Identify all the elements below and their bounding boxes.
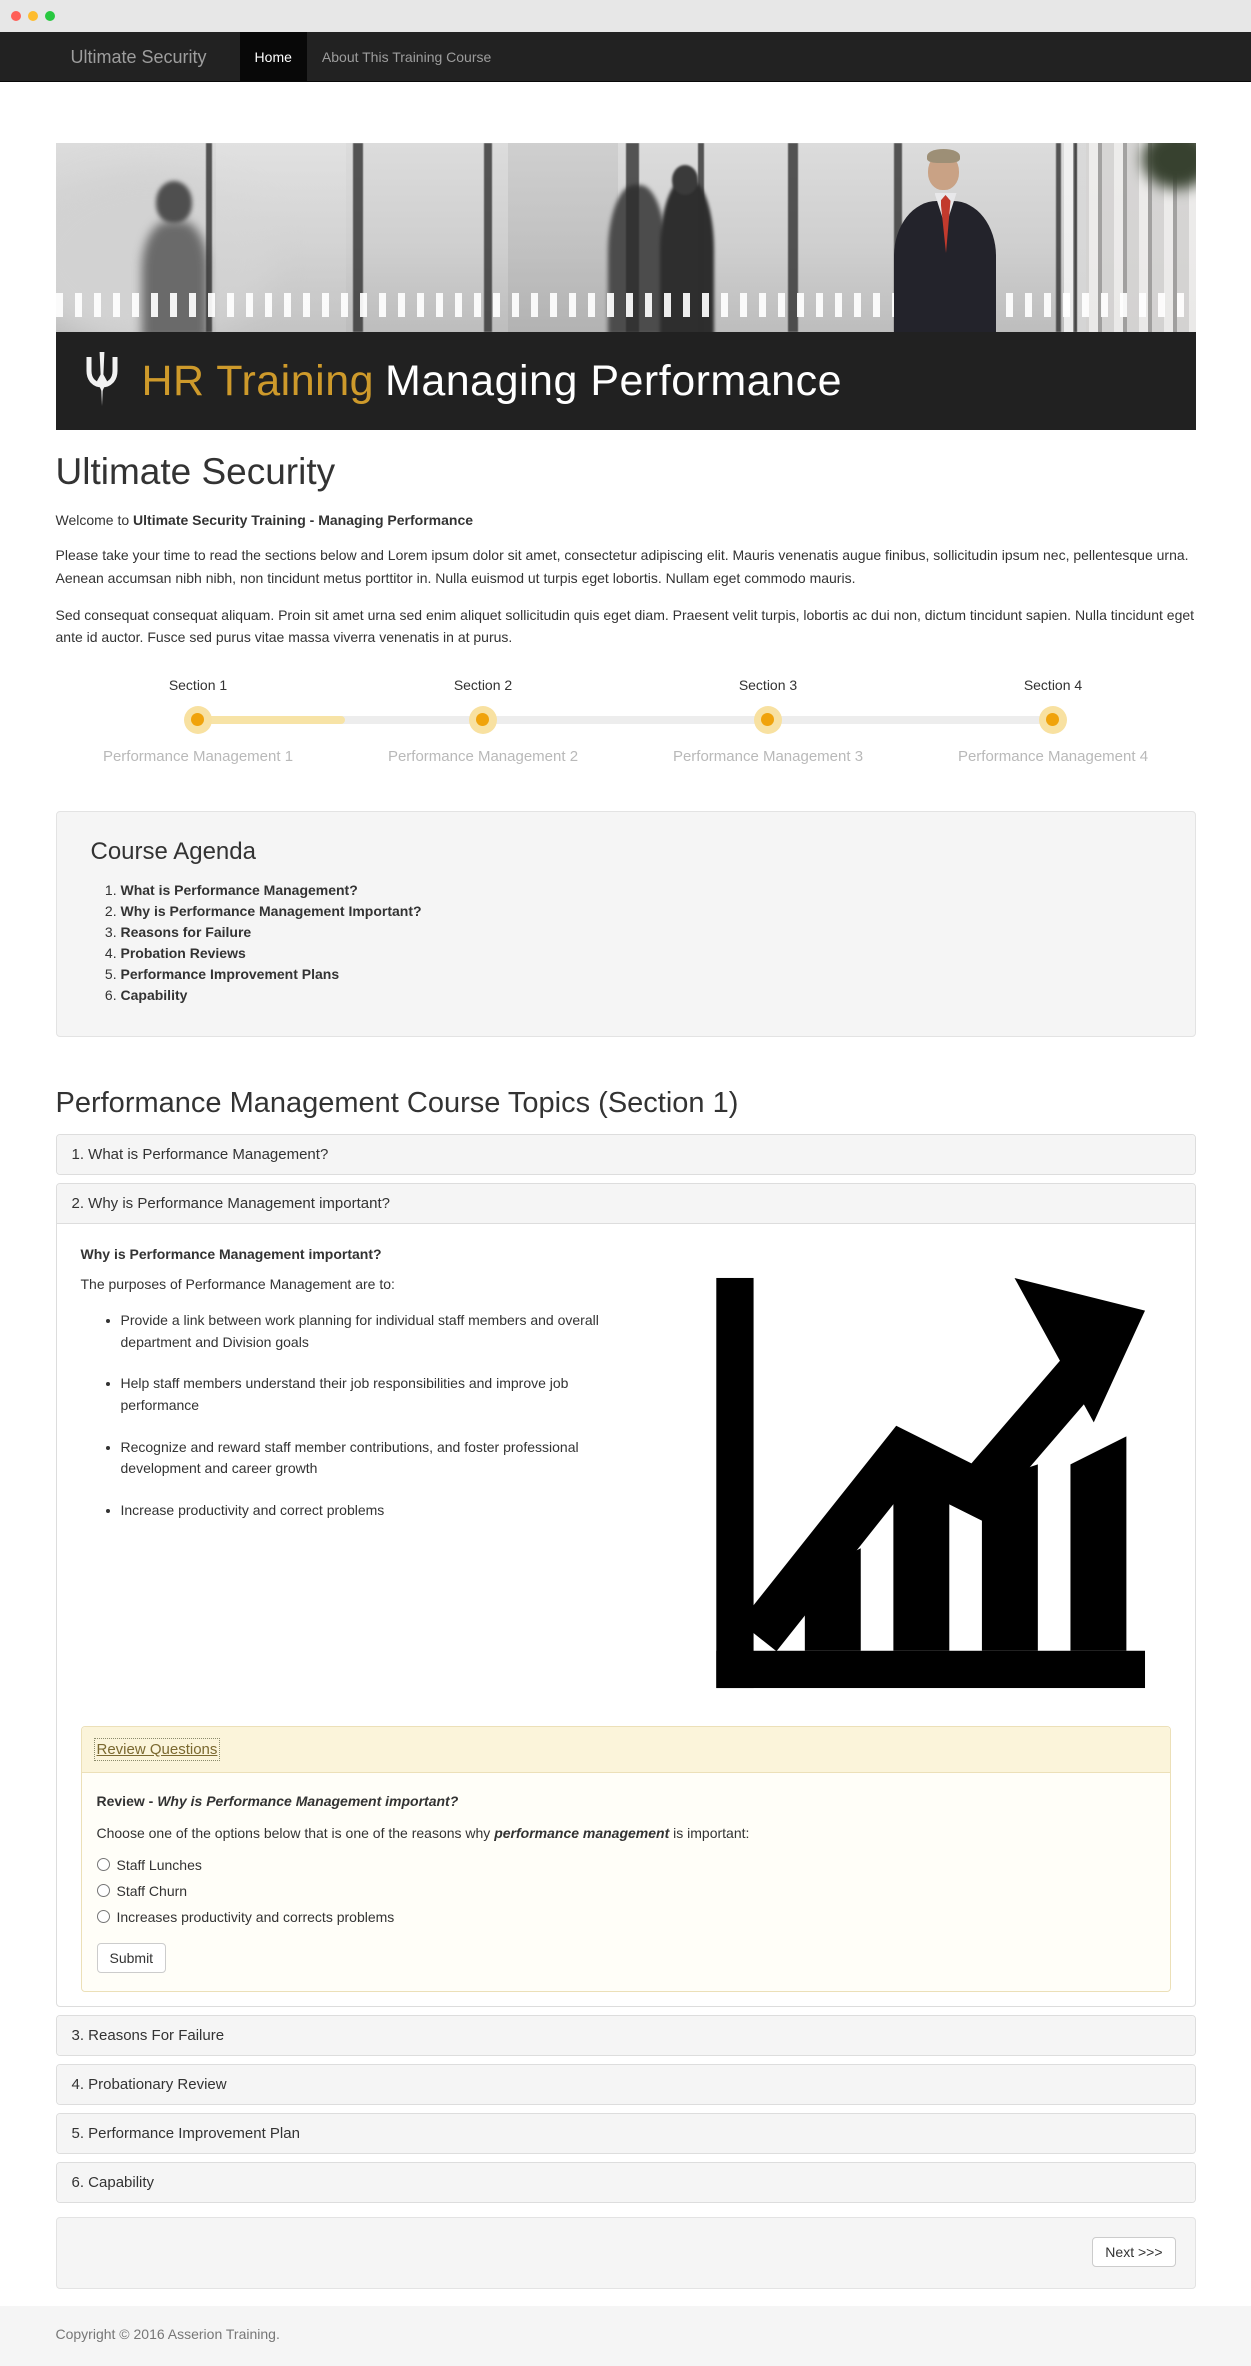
nav-item-about[interactable]: About This Training Course bbox=[321, 49, 492, 65]
review-option-2[interactable]: Staff Churn bbox=[97, 1883, 1155, 1899]
step-section-2: Section 2 bbox=[453, 676, 513, 693]
section-progress bbox=[56, 677, 1196, 765]
step-label-3: Performance Management 3 bbox=[672, 747, 864, 765]
progress-fill bbox=[198, 716, 345, 724]
topics-heading: Performance Management Course Topics (Section 1) bbox=[55, 1086, 739, 1119]
review-radio-1[interactable] bbox=[97, 1858, 110, 1871]
accordion-header-5[interactable]: 5. Performance Improvement Plan bbox=[57, 2114, 1195, 2153]
accordion-header-4[interactable]: 4. Probationary Review bbox=[57, 2065, 1195, 2104]
bar-chart-rising-arrow-icon bbox=[681, 1242, 1171, 1716]
review-questions-header bbox=[82, 1727, 1170, 1773]
course-agenda-panel bbox=[56, 811, 1196, 1037]
intro-paragraph-2: Sed consequat consequat aliquam. Proin sit amet urna sed enim aliquet sollicitudin quis eget diam. Praesent velit turpis, lobortis ac dui non, dictum tincidunt sapien. Nulla tincidunt eget ante id auctor. Fusce sed purus vitae massa viverra venenatis in at purus. bbox=[55, 606, 1195, 646]
agenda-item: 3. Reasons for Failure bbox=[121, 922, 1175, 943]
review-option-1[interactable]: Staff Lunches bbox=[97, 1857, 1155, 1873]
agenda-item: 5. Performance Improvement Plans bbox=[121, 964, 1175, 985]
step-label-1: Performance Management 1 bbox=[102, 747, 294, 765]
accordion-panel-4 bbox=[56, 2064, 1196, 2105]
accordion-header-3[interactable]: 3. Reasons For Failure bbox=[57, 2016, 1195, 2055]
accordion-header-6[interactable]: 6. Capability bbox=[57, 2163, 1195, 2202]
agenda-item: 6. Capability bbox=[121, 985, 1175, 1006]
step-label-2: Performance Management 2 bbox=[387, 747, 579, 765]
window-zoom-button[interactable] bbox=[45, 11, 55, 21]
review-radio-2[interactable] bbox=[97, 1884, 110, 1897]
next-button[interactable]: Next >>> bbox=[1092, 2237, 1175, 2267]
welcome-course-name: Ultimate Security Training - Managing Performance bbox=[133, 512, 474, 528]
trident-icon bbox=[84, 350, 120, 413]
agenda-item: 1. What is Performance Management? bbox=[121, 880, 1175, 901]
lesson-bullet: • Increase productivity and correct problems bbox=[121, 1500, 641, 1522]
agenda-item: 4. Probation Reviews bbox=[121, 943, 1175, 964]
lesson-title: Why is Performance Management important? bbox=[80, 1245, 382, 1262]
step-section-3: Section 3 bbox=[738, 676, 798, 693]
review-radio-3[interactable] bbox=[97, 1910, 110, 1923]
lesson-intro: The purposes of Performance Management are to: bbox=[80, 1275, 395, 1292]
lesson-bullet: • Help staff members understand their job responsibilities and improve job performance bbox=[121, 1373, 641, 1416]
accordion-panel-5 bbox=[56, 2113, 1196, 2154]
accordion-panel-3 bbox=[56, 2015, 1196, 2056]
course-banner bbox=[56, 332, 1196, 430]
hero-section bbox=[56, 143, 1196, 430]
window-titlebar bbox=[0, 0, 1251, 32]
accordion-panel-1 bbox=[56, 1134, 1196, 1175]
accordion-panel-6 bbox=[56, 2162, 1196, 2203]
review-questions-body bbox=[82, 1773, 1170, 1991]
top-navbar bbox=[0, 32, 1251, 82]
welcome-line: Welcome to Ultimate Security Training - Managing Performance bbox=[55, 512, 474, 528]
step-section-4: Section 4 bbox=[1023, 676, 1083, 693]
page-title: Ultimate Security bbox=[55, 451, 336, 492]
lesson-bullet: • Recognize and reward staff member contributions, and foster professional development and career growth bbox=[121, 1437, 641, 1480]
step-dot-4[interactable] bbox=[1039, 706, 1067, 734]
review-questions-link[interactable]: Review Questions bbox=[96, 1740, 218, 1758]
accordion-panel-2 bbox=[56, 1183, 1196, 2007]
step-dot-1[interactable] bbox=[184, 706, 212, 734]
topics-accordion bbox=[56, 1134, 1196, 2203]
window-close-button[interactable] bbox=[11, 11, 21, 21]
step-dot-3[interactable] bbox=[754, 706, 782, 734]
banner-title bbox=[142, 357, 843, 406]
step-dot-2[interactable] bbox=[469, 706, 497, 734]
window-minimize-button[interactable] bbox=[28, 11, 38, 21]
review-instructions: Choose one of the options below that is one of the reasons why performance management is important: bbox=[96, 1824, 750, 1841]
review-questions-panel bbox=[81, 1726, 1171, 1992]
review-option-3[interactable]: Increases productivity and corrects problems bbox=[97, 1909, 1155, 1925]
submit-button[interactable]: Submit bbox=[97, 1943, 167, 1973]
intro-paragraph-1: Please take your time to read the sections below and Lorem ipsum dolor sit amet, consectetur adipiscing elit. Mauris venenatis augue finibus, sollicitudin ipsum nec, pellentesque urna. Aenean accumsan nibh nibh, non tincidunt metus porttitor in. Nulla euismod ut turpis eget lobortis. Nullam eget commodo mauris. bbox=[55, 547, 1189, 586]
lesson-bullet: • Provide a link between work planning for individual staff members and overall department and Division goals bbox=[121, 1310, 641, 1353]
copyright-text: Copyright © 2016 Asserion Training. bbox=[55, 2325, 280, 2342]
navbar-brand[interactable]: Ultimate Security bbox=[70, 47, 207, 67]
accordion-header-1[interactable]: 1. What is Performance Management? bbox=[57, 1135, 1195, 1174]
banner-title-rest: Managing Performance bbox=[385, 356, 842, 405]
accordion-body-2 bbox=[57, 1224, 1195, 2006]
hero-photo bbox=[56, 143, 1196, 332]
pager-well bbox=[56, 2217, 1196, 2289]
agenda-item: 2. Why is Performance Management Important? bbox=[121, 901, 1175, 922]
banner-title-accent: HR Training bbox=[141, 356, 375, 405]
course-agenda-title: Course Agenda bbox=[90, 837, 256, 865]
page-footer bbox=[0, 2306, 1251, 2366]
nav-item-home[interactable]: Home bbox=[240, 32, 307, 82]
accordion-header-2[interactable]: 2. Why is Performance Management important? bbox=[57, 1184, 1195, 1224]
step-label-4: Performance Management 4 bbox=[957, 747, 1149, 765]
review-question-title: Review - Why is Performance Management important? bbox=[96, 1792, 459, 1809]
step-section-1: Section 1 bbox=[168, 676, 228, 693]
